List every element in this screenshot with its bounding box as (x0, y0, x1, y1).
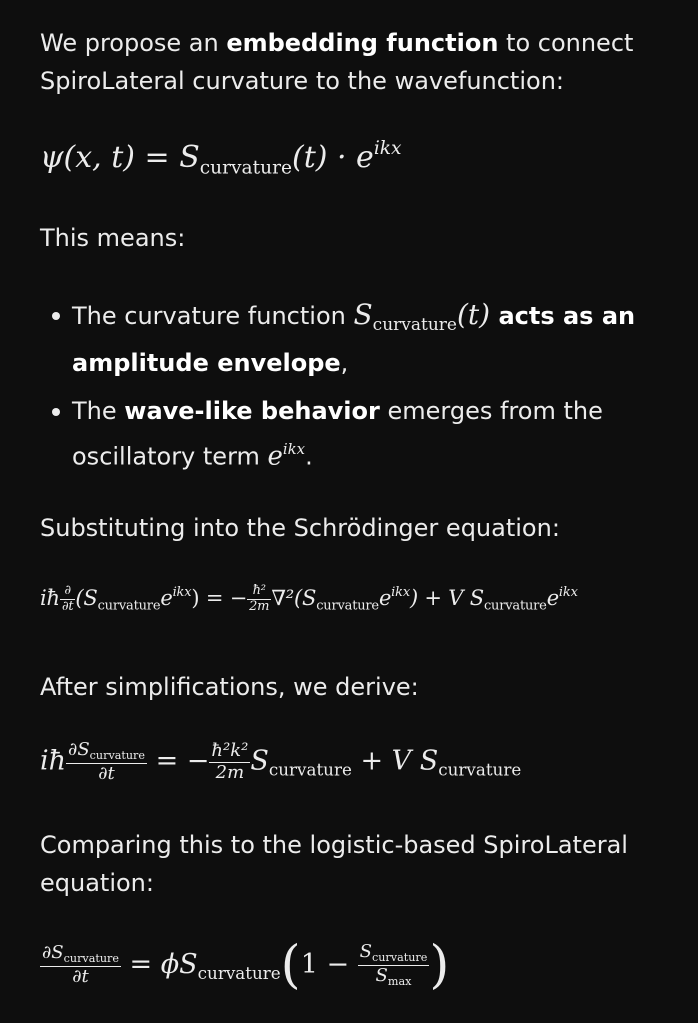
list-item-wave-behavior: The wave-like behavior emerges from the oscillatory term $e^{ikx}$. (72, 397, 603, 472)
emphasis-amplitude-envelope: acts as an amplitude envelope (72, 302, 636, 377)
emphasis-wave-like-behavior: wave-like behavior (124, 397, 380, 425)
equation-schrodinger: iħ $\frac{\partial}{\partial t}$ $(S_{curvature}e^{ikx})$ = − $\frac{\text{ħ²}}{2m}$ $\nabla^2(S_{curvature}e^{ikx}) + V$ $S_{curvature}e^{ikx}$ (40, 583, 578, 614)
comparing-paragraph: Comparing this to the logistic-based SpiroLateral equation: (40, 831, 628, 897)
equation-wavefunction: ψ(x, $t) = S_{curvature}(t) \cdot e^{ikx}$ (40, 138, 402, 179)
emphasis-embedding-function: embedding function (226, 29, 499, 57)
this-means-text: This means: (40, 224, 186, 252)
substituting-text: Substituting into the Schrödinger equation: (40, 514, 560, 542)
intro-paragraph: We propose an embedding function to connect SpiroLateral curvature to the wavefunction: (40, 29, 634, 95)
after-simplifications-text: After simplifications, we derive: (40, 673, 419, 701)
equation-derived: iħ $\frac{\partial S_{curvature}}{\partial t}$ = − $\frac{\text{ħ²k²}}{2m}$ $S_{curvature} + V$ $S_{curvature}$ (40, 739, 522, 784)
bullet-dot (52, 312, 60, 320)
bullet-dot (52, 408, 60, 416)
list-item-amplitude: The curvature function $S_{curvature}(t)$ acts as an amplitude envelope, (72, 298, 636, 377)
equation-logistic: $\frac{\partial S_{curvature}}{\partial t}$ = $\phi S_{curvature}(1$ − $\frac{S_{curvature}}{S_{max}}$ ) (42, 935, 450, 995)
